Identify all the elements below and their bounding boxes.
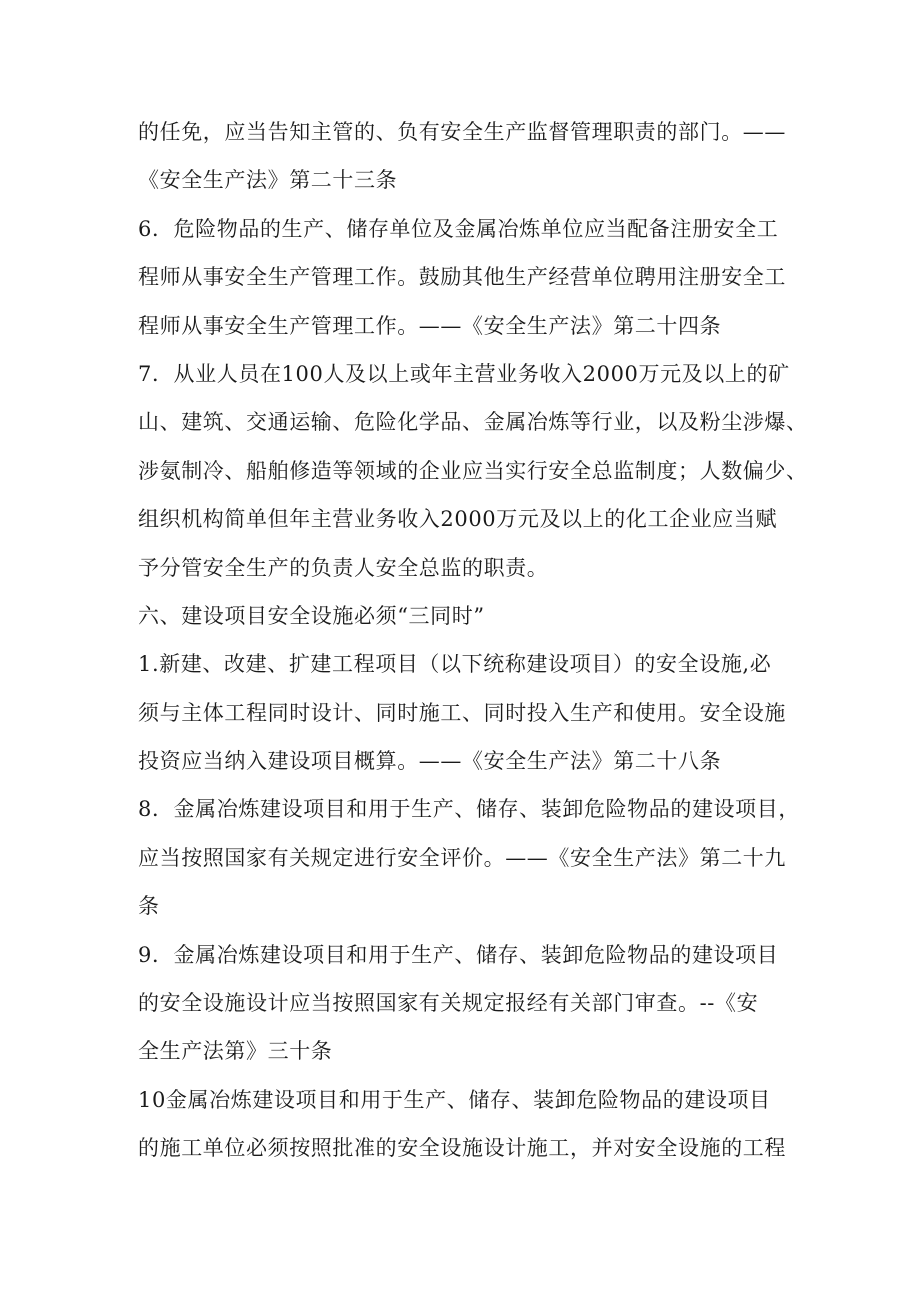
text-line: 投资应当纳入建设项目概算。——《安全生产法》第二十八条 (138, 749, 722, 774)
text-line: 6．危险物品的生产、储存单位及金属冶炼单位应当配备注册安全工 (138, 216, 779, 241)
text-line: 8．金属冶炼建设项目和用于生产、储存、装卸危险物品的建设项目， (138, 797, 800, 822)
text-line: 的安全设施设计应当按照国家有关规定报经有关部门审查。--《安 (138, 991, 759, 1016)
text-line: 10金属冶炼建设项目和用于生产、储存、装卸危险物品的建设项目 (138, 1087, 771, 1112)
text-line: 山、建筑、交通运输、危险化学品、金属冶炼等行业，以及粉尘涉爆、 (138, 410, 808, 435)
text-line: 予分管安全生产的负责人安全总监的职责。 (138, 555, 549, 580)
text-line: 应当按照国家有关规定进行安全评价。——《安全生产法》第二十九 (138, 845, 786, 870)
document-body (138, 108, 808, 1173)
text-line: 的施工单位必须按照批准的安全设施设计施工，并对安全设施的工程 (138, 1136, 786, 1161)
text-line: 程师从事安全生产管理工作。——《安全生产法》第二十四条 (138, 313, 722, 338)
text-line: 全生产法第》三十条 (138, 1039, 333, 1064)
text-line: 1.新建、改建、扩建工程项目（以下统称建设项目）的安全设施,必 (138, 652, 772, 677)
text-line: 程师从事安全生产管理工作。鼓励其他生产经营单位聘用注册安全工 (138, 265, 786, 290)
text-line: 组织机构简单但年主营业务收入2000万元及以上的化工企业应当赋 (138, 507, 778, 532)
text-line: 涉氨制冷、船舶修造等领域的企业应当实行安全总监制度；人数偏少、 (138, 458, 808, 483)
text-line: 须与主体工程同时设计、同时施工、同时投入生产和使用。安全设施 (138, 700, 786, 725)
text-line: 7．从业人员在100人及以上或年主营业务收入2000万元及以上的矿 (138, 361, 790, 386)
text-line: 《安全生产法》第二十三条 (138, 168, 398, 193)
text-line: 9．金属冶炼建设项目和用于生产、储存、装卸危险物品的建设项目 (138, 942, 779, 967)
text-line: 的任免，应当告知主管的、负有安全生产监督管理职责的部门。—— (138, 120, 786, 144)
section-heading: 六、建设项目安全设施必须“三同时” (138, 603, 485, 628)
text-line: 条 (138, 894, 160, 919)
